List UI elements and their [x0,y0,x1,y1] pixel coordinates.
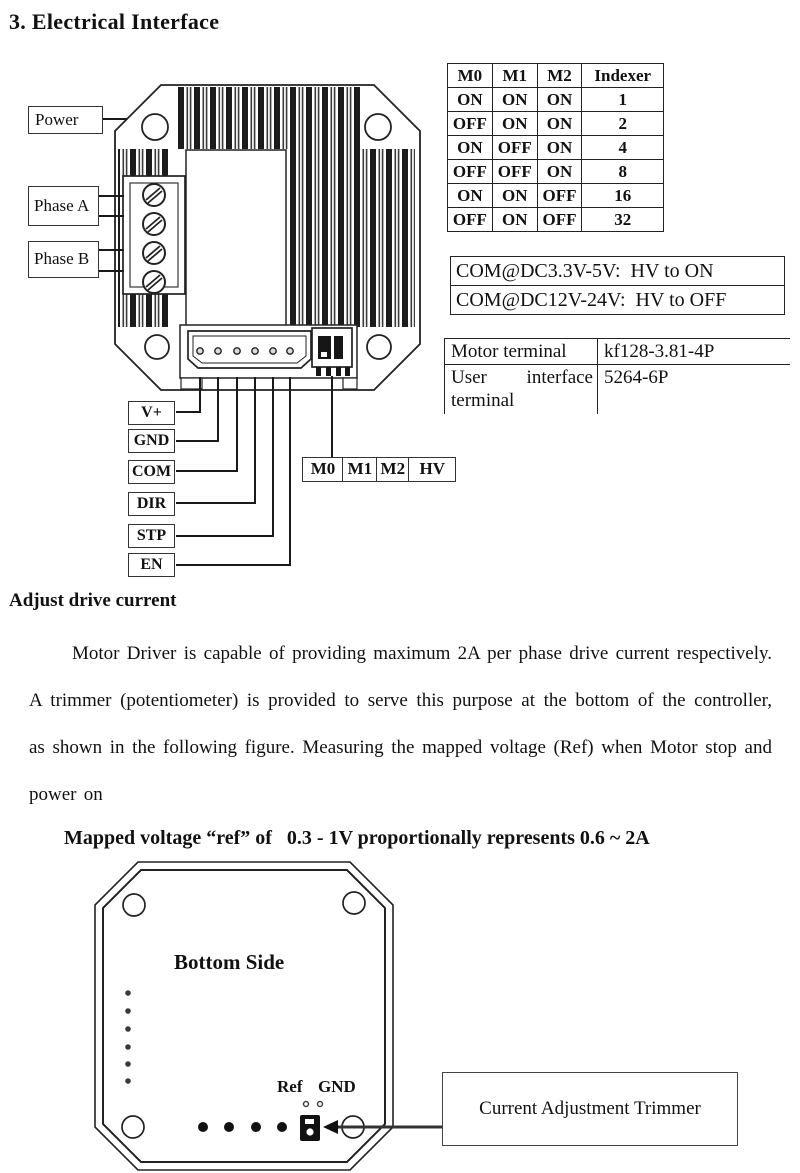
indexer-cell: OFF [448,208,493,232]
indexer-cell: ON [492,88,537,112]
center-plate [186,150,286,326]
terminal-value: 5264-6P [604,367,669,388]
mode-pin-hv: HV [408,457,456,482]
indexer-header-row [448,64,664,88]
indexer-cell: ON [448,136,493,160]
indexer-cell: OFF [537,208,582,232]
mode-pin-row [302,457,456,482]
mapped-voltage-note: Mapped voltage “ref” of 0.3 - 1V proportionally represents 0.6 ~ 2A [64,827,650,849]
terminal-label: User interface terminal [445,365,598,414]
indexer-header: M1 [492,64,537,88]
pin-label-dir: DIR [128,492,175,516]
terminal-label: Motor terminal [445,339,598,365]
com-voltage-table [450,256,785,315]
indexer-header: M0 [448,64,493,88]
bottom-body-inner-outline [103,870,385,1162]
gnd-label: GND [318,1077,356,1096]
pin-label-gnd: GND [128,429,175,453]
indexer-cell: 4 [582,136,664,160]
table-row [448,208,664,232]
pin-label-vplus: V+ [128,401,175,425]
indexer-header: Indexer [582,64,664,88]
table-row [451,257,785,286]
mode-pin-m1: M1 [342,457,377,482]
table-row [445,339,791,365]
table-row [448,136,664,160]
subsection-title: Adjust drive current [9,590,177,611]
indexer-cell: OFF [537,184,582,208]
table-row [445,365,791,414]
com-rule: COM@DC3.3V-5V: HV to ON [451,257,785,286]
indexer-cell: ON [537,112,582,136]
terminal-value: kf128-3.81-4P [598,339,791,365]
indexer-cell: 8 [582,160,664,184]
com-rule: COM@DC12V-24V: HV to OFF [451,286,785,315]
body-paragraph: Motor Driver is capable of providing maximum 2A per phase drive current respectively. A trimmer (potentiometer) is provided to serve this purpose at the bottom of the controller, as shown in the following figure. Measuring the mapped voltage (Ref) when Motor stop and power on [29,643,772,805]
indexer-table [447,63,664,232]
mode-pin-m2: M2 [376,457,410,482]
indexer-cell: 1 [582,88,664,112]
indexer-cell: ON [492,184,537,208]
pin-label-stp: STP [128,524,175,548]
power-label: Power [28,106,103,134]
indexer-cell: OFF [448,160,493,184]
indexer-cell: ON [448,184,493,208]
indexer-cell: ON [537,160,582,184]
table-row [448,112,664,136]
pin-label-en: EN [128,553,175,577]
pin-label-com: COM [128,460,175,484]
indexer-cell: ON [537,88,582,112]
ref-label: Ref [277,1077,303,1096]
indexer-cell: ON [537,136,582,160]
mode-pin-m0: M0 [302,457,344,482]
indexer-cell: 32 [582,208,664,232]
phase-b-label: Phase B [28,241,99,278]
indexer-cell: 2 [582,112,664,136]
indexer-cell: ON [492,208,537,232]
user-interface-connector [188,331,311,368]
indexer-cell: 16 [582,184,664,208]
section-title: 3. Electrical Interface [9,9,220,34]
screw-terminal-block [123,176,185,294]
indexer-cell: OFF [492,160,537,184]
driver-top-diagram [0,55,470,590]
table-row [448,88,664,112]
indexer-cell: OFF [448,112,493,136]
indexer-cell: ON [448,88,493,112]
table-row [448,160,664,184]
table-row [448,184,664,208]
trimmer-callout-box: Current Adjustment Trimmer [442,1072,738,1146]
indexer-header: M2 [537,64,582,88]
phase-a-label: Phase A [28,186,99,226]
table-row [451,286,785,315]
indexer-cell: OFF [492,136,537,160]
bottom-side-title: Bottom Side [174,950,285,974]
terminal-table [444,338,790,414]
trimmer-potentiometer[interactable] [300,1115,320,1141]
indexer-cell: ON [492,112,537,136]
